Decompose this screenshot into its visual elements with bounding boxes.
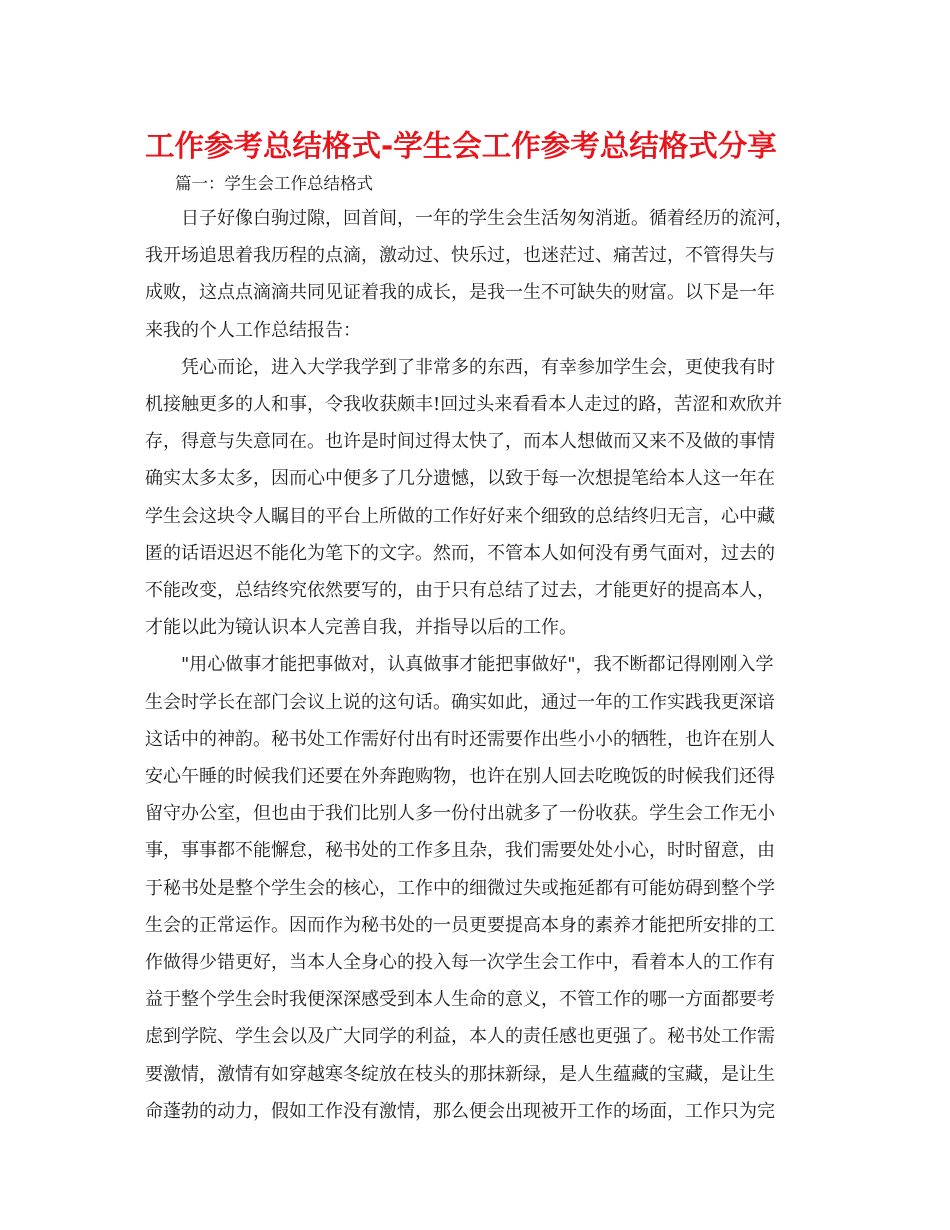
document-title: 工作参考总结格式-学生会工作参考总结格式分享	[145, 129, 777, 163]
document-body	[145, 167, 809, 1130]
paragraph-1: 日子好像白驹过隙，回首间，一年的学生会生活匆匆消逝。循着经历的流河， 我开场追思着我历程的点滴，激动过、快乐过，也迷茫过、痛苦过，不管得失与 成败，这点点滴滴共同见证着我的成长，是我一生不可缺失的财富。以下是一年 来我的个人工作总结报告：	[145, 208, 793, 341]
section-heading: 篇一：学生会工作总结格式	[175, 174, 373, 193]
paragraph-3: "用心做事才能把事做对，认真做事才能把事做好"，我不断都记得刚刚入学 生会时学长在部门会议上说的这句话。确实如此，通过一年的工作实践我更深谙 这话中的神韵。秘书处工作需好付出有时还需要作出些小小的牺牲，也许在别人 安心午睡的时候我们还要在外奔跑购物，也许在别人回去吃晚饭的时候我们还得 留守办公室，但也由于我们比别人多一份付出就多了一份收获。学生会工作无小 事，事事都不能懈怠，秘书处的工作多且杂，我们需要处处小心，时时留意，由 于秘书处是整个学生会的核心，工作中的细微过失或拖延都有可能妨碍到整个学 生会的正常运作。因而作为秘书处的一员更要提高本身的素养才能把所安排的工 作做得少错更好，当本人全身心的投入每一次学生会工作中，看着本人的工作有 益于整个学生会时我便深深感受到本人生命的意义，不管工作的哪一方面都要考 虑到学院、学生会以及广大同学的利益，本人的责任感也更强了。秘书处工作需 要激情，激情有如穿越寒冬绽放在枝头的那抹新绿，是人生蕴藏的宝藏，是让生 命蓬勃的动力，假如工作没有激情，那么便会出现被开工作的场面，工作只为完	[145, 654, 775, 1122]
paragraph-2: 凭心而论，进入大学我学到了非常多的东西，有幸参加学生会，更使我有时 机接触更多的人和事，令我收获颇丰!回过头来看看本人走过的路，苦涩和欢欣并 存，得意与失意同在。也许是时间过得太快了，而本人想做而又来不及做的事情 确实太多太多，因而心中便多了几分遗憾，以致于每一次想提笔给本人这一年在 学生会这块令人瞩目的平台上所做的工作好好来个细致的总结终归无言，心中藏 匿的话语迟迟不能化为笔下的文字。然而，不管本人如何没有勇气面对，过去的 不能改变，总结终究依然要写的，由于只有总结了过去，才能更好的提高本人， 才能以此为镜认识本人完善自我，并指导以后的工作。	[145, 356, 783, 639]
